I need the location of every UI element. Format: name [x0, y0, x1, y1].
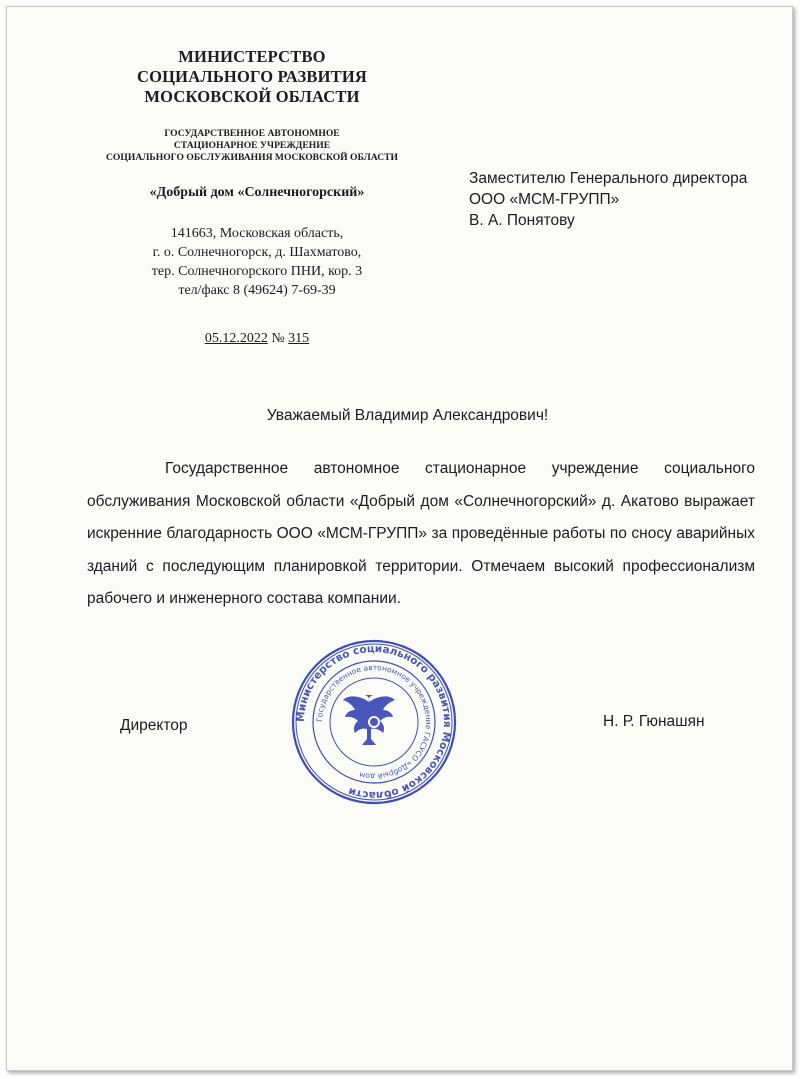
- number-sign: №: [271, 331, 285, 346]
- signature-title: Директор: [120, 717, 188, 734]
- registration-line: [167, 331, 347, 347]
- address-line: тел/факс 8 (49624) 7-69-39: [178, 283, 336, 298]
- recipient-line: В. А. Понятову: [469, 212, 575, 229]
- official-seal: [289, 637, 459, 807]
- ministry-line: МОСКОВСКОЙ ОБЛАСТИ: [144, 87, 360, 106]
- ministry-line: МИНИСТЕРСТВО: [178, 47, 326, 66]
- recipient-line: ООО «МСМ-ГРУПП»: [469, 191, 620, 208]
- letter-number: 315: [288, 331, 310, 346]
- organization-name: «Добрый дом «Солнечногорский»: [149, 185, 365, 200]
- institution-line: СОЦИАЛЬНОГО ОБСЛУЖИВАНИЯ МОСКОВСКОЙ ОБЛАСТИ: [106, 152, 398, 163]
- address-line: 141663, Московская область,: [170, 226, 344, 241]
- eagle-emblem-icon: [343, 695, 395, 745]
- greeting: Уважаемый Владимир Александрович!: [266, 407, 549, 424]
- institution-line: ГОСУДАРСТВЕННОЕ АВТОНОМНОЕ: [164, 128, 340, 139]
- letter-body: Государственное автономное стационарное учреждение социального обслуживания Московской области «Добрый дом «Солнечногорский» д. Акатово выражает искренние благодарность ООО «МСМ-ГРУПП» за проведённые работы по сносу аварийных зданий с последующим планировкой территории. Отмечаем высокий профессионализм рабочего и инженерного состава компании.: [87, 460, 755, 607]
- ministry-line: СОЦИАЛЬНОГО РАЗВИТИЯ: [136, 67, 368, 86]
- recipient-block: [469, 168, 747, 231]
- address-line: тер. Солнечногорского ПНИ, кор. 3: [151, 264, 363, 279]
- letter-page: [6, 6, 793, 1071]
- ministry-header: [112, 47, 392, 107]
- seal-outer-text: Министерство социального развития Московской области: [294, 642, 454, 802]
- signature-name: Н. Р. Гюнашян: [603, 713, 705, 730]
- institution-line: СТАЦИОНАРНОЕ УЧРЕЖДЕНИЕ: [173, 140, 331, 151]
- letter-date: 05.12.2022: [204, 331, 268, 346]
- address-line: г. о. Солнечногорск, д. Шахматово,: [152, 245, 362, 260]
- recipient-line: Заместителю Генерального директора: [469, 170, 748, 187]
- address-block: [102, 224, 412, 300]
- seal-inner-text: Государственное автономное учреждение ГАСУСО «Добрый дом: [314, 662, 434, 782]
- institution-header: [67, 128, 437, 164]
